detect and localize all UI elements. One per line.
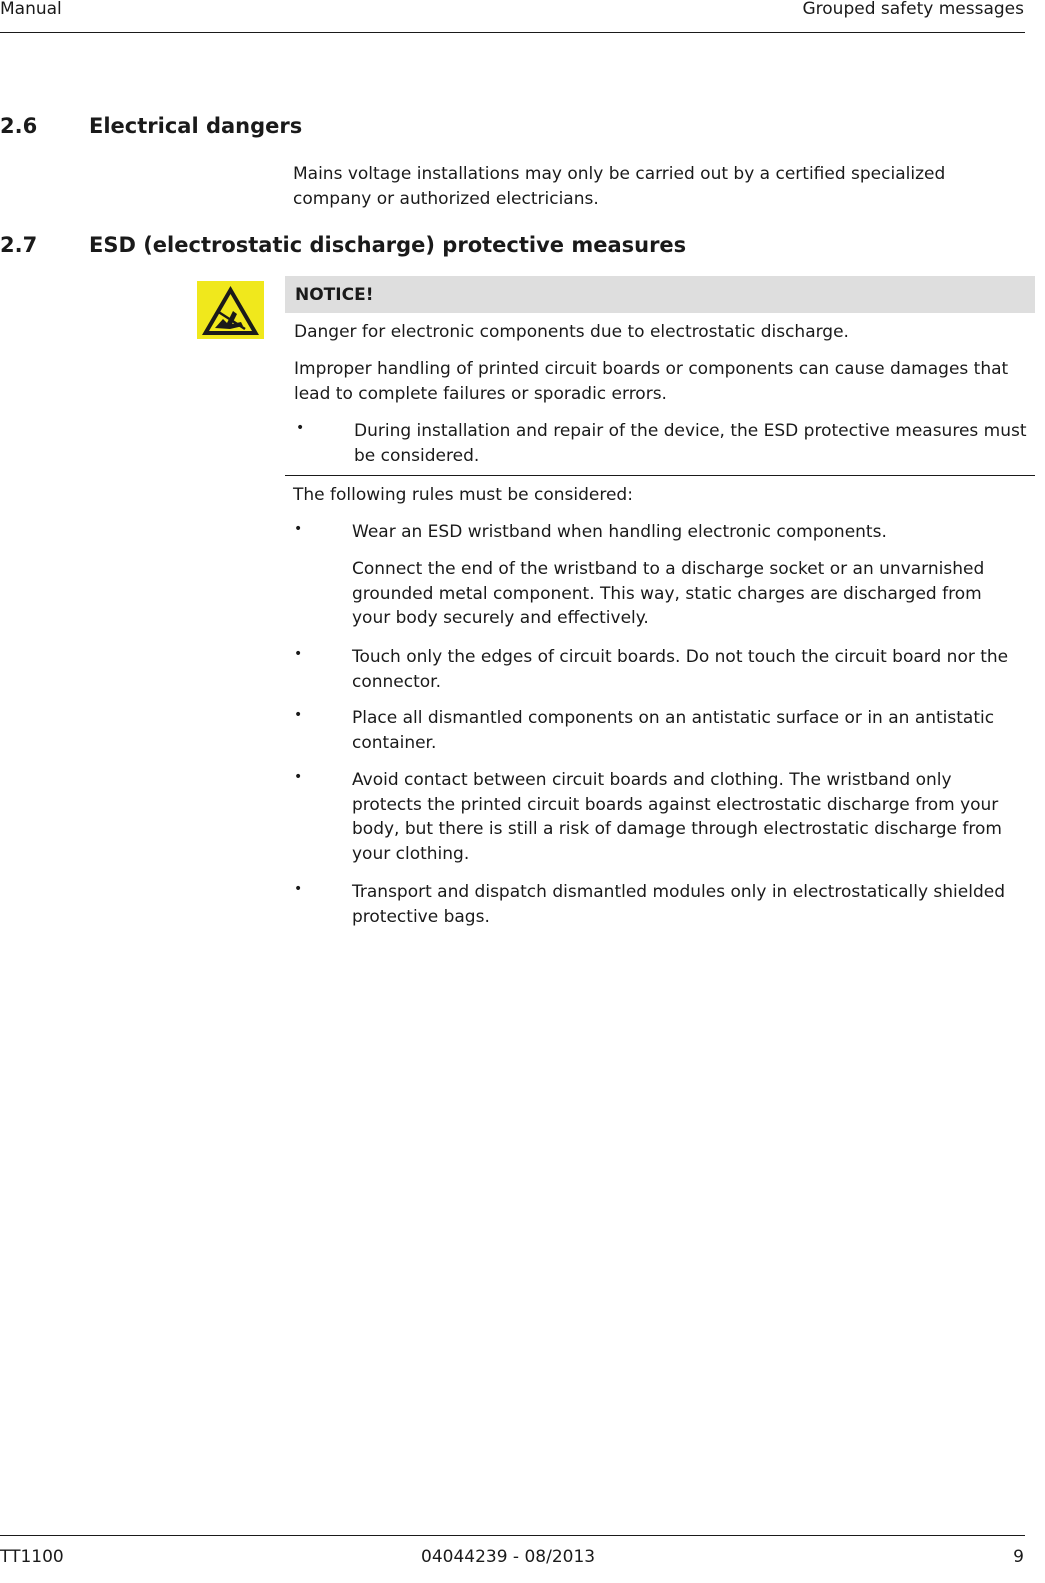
rule-item-detail: Connect the end of the wristband to a discharge socket or an unvarnished grounded metal component. This way, static charges are discharged from your body securely and effectively. [352,559,985,628]
rule-item: Avoid contact between circuit boards and clothing. The wristband only protects the printed circuit boards against electrostatic discharge from your body, but there is still a risk of damage through electrostatic discharge from your clothing. [352,770,1002,864]
notice-bottom-rule [285,475,1035,476]
esd-warning-icon [197,281,264,339]
rule-item: Transport and dispatch dismantled modules only in electrostatically shielded protective bags. [352,882,1005,927]
rule-bullet-mark: • [294,707,303,723]
notice-label: NOTICE! [285,276,1035,313]
footer-rule [0,1535,1025,1536]
header-manual: Manual [0,0,62,19]
section-number-2-6: 2.6 [0,114,38,138]
rule-bullet-mark: • [294,521,303,537]
footer-doc-number: 04044239 - 08/2013 [421,1547,596,1567]
header-rule [0,32,1025,33]
footer-product: TT1100 [0,1547,64,1567]
header-chapter: Grouped safety messages [802,0,1024,19]
rule-bullet-mark: • [294,881,303,897]
section-title-electrical-dangers: Electrical dangers [89,114,303,138]
notice-line-1: Danger for electronic components due to electrostatic discharge. [294,322,849,342]
rules-intro: The following rules must be considered: [293,485,633,505]
electrical-dangers-text: Mains voltage installations may only be carried out by a certified specialized company or authorized electricians. [293,164,946,209]
notice-bullet-mark: • [296,420,305,436]
rule-item: Touch only the edges of circuit boards. Do not touch the circuit board nor the connector. [352,647,1009,692]
notice-line-2: Improper handling of printed circuit boards or components can cause damages that lead to complete failures or sporadic errors. [294,359,1009,404]
section-title-esd: ESD (electrostatic discharge) protective measures [89,233,687,257]
rule-bullet-mark: • [294,646,303,662]
footer-page-number: 9 [1013,1547,1024,1567]
notice-bullet-text: During installation and repair of the device, the ESD protective measures must be considered. [354,421,1027,466]
rule-bullet-mark: • [294,769,303,785]
rule-item: Place all dismantled components on an antistatic surface or in an antistatic container. [352,708,995,753]
rule-item: Wear an ESD wristband when handling electronic components. [352,522,887,542]
section-number-2-7: 2.7 [0,233,38,257]
